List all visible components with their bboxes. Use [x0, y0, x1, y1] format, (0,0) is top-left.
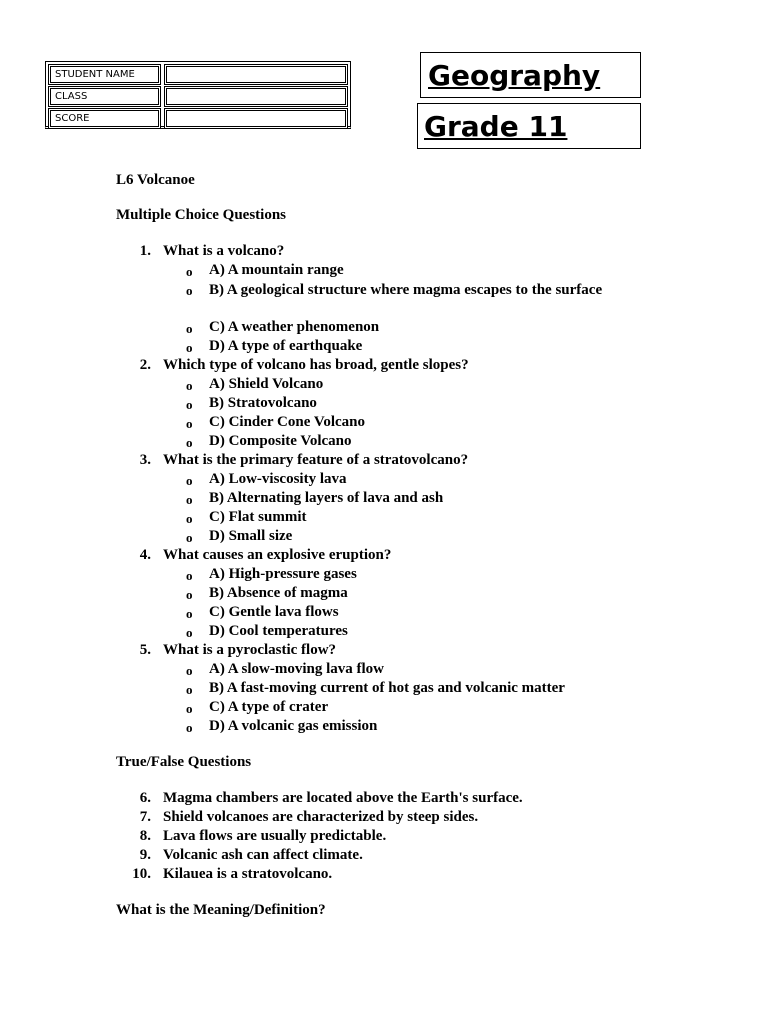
answer-option: B) A fast-moving current of hot gas and volcanic matter	[209, 680, 565, 696]
answer-option: D) A type of earthquake	[209, 338, 363, 354]
question-number: 2.	[139, 357, 151, 373]
question-number: 1.	[139, 243, 151, 259]
option-bullet: o	[186, 378, 193, 393]
info-row-score	[48, 108, 348, 129]
class-label: CLASS	[48, 86, 161, 107]
score-label: SCORE	[48, 108, 161, 129]
answer-option: A) A slow-moving lava flow	[209, 661, 385, 677]
tf-heading: True/False Questions	[116, 754, 252, 770]
question-number: 4.	[139, 547, 151, 563]
info-row-class	[48, 86, 348, 107]
tf-statement: Kilauea is a stratovolcano.	[163, 866, 333, 882]
option-bullet: o	[186, 511, 193, 526]
student-name-label: STUDENT NAME	[48, 64, 161, 85]
answer-option: D) Composite Volcano	[209, 433, 352, 449]
answer-option: A) Low-viscosity lava	[209, 471, 347, 487]
option-bullet: o	[186, 606, 193, 621]
student-name-field[interactable]	[164, 64, 348, 85]
option-bullet: o	[186, 625, 193, 640]
class-field[interactable]	[164, 86, 348, 107]
tf-statement: Magma chambers are located above the Earth's surface.	[163, 790, 523, 806]
answer-option: D) Small size	[209, 528, 293, 544]
grade-title: Grade 11	[417, 103, 641, 149]
option-bullet: o	[186, 568, 193, 583]
answer-option: A) A mountain range	[209, 262, 344, 278]
lesson-title: L6 Volcanoe	[116, 172, 195, 188]
option-bullet: o	[186, 530, 193, 545]
option-bullet: o	[186, 473, 193, 488]
answer-option: C) Gentle lava flows	[209, 604, 339, 620]
answer-option: D) A volcanic gas emission	[209, 718, 378, 734]
answer-option: B) Alternating layers of lava and ash	[209, 490, 444, 506]
answer-option: B) Stratovolcano	[209, 395, 317, 411]
mcq-heading: Multiple Choice Questions	[116, 207, 287, 223]
option-bullet: o	[186, 416, 193, 431]
option-bullet: o	[186, 283, 193, 298]
subject-title: Geography	[420, 52, 641, 98]
question-text: What is a volcano?	[163, 243, 285, 259]
answer-option: C) Flat summit	[209, 509, 307, 525]
tf-number: 8.	[139, 828, 151, 844]
answer-option: C) Cinder Cone Volcano	[209, 414, 365, 430]
option-bullet: o	[186, 435, 193, 450]
answer-option: A) High-pressure gases	[209, 566, 357, 582]
answer-option: B) A geological structure where magma escapes to the surface	[209, 282, 603, 298]
option-bullet: o	[186, 492, 193, 507]
option-bullet: o	[186, 682, 193, 697]
question-text: What is the primary feature of a stratovolcano?	[163, 452, 469, 468]
tf-number: 9.	[139, 847, 151, 863]
option-bullet: o	[186, 701, 193, 716]
tf-number: 10.	[132, 866, 151, 882]
question-number: 5.	[139, 642, 151, 658]
question-text: Which type of volcano has broad, gentle slopes?	[163, 357, 469, 373]
question-text: What is a pyroclastic flow?	[163, 642, 337, 658]
option-bullet: o	[186, 397, 193, 412]
info-row-student-name	[48, 64, 348, 85]
option-bullet: o	[186, 264, 193, 279]
score-field[interactable]	[164, 108, 348, 129]
tf-number: 6.	[139, 790, 151, 806]
option-bullet: o	[186, 587, 193, 602]
tf-statement: Shield volcanoes are characterized by steep sides.	[163, 809, 479, 825]
option-bullet: o	[186, 340, 193, 355]
option-bullet: o	[186, 720, 193, 735]
definition-heading: What is the Meaning/Definition?	[116, 902, 326, 918]
answer-option: B) Absence of magma	[209, 585, 348, 601]
answer-option: C) A weather phenomenon	[209, 319, 380, 335]
option-bullet: o	[186, 663, 193, 678]
question-text: What causes an explosive eruption?	[163, 547, 392, 563]
tf-statement: Volcanic ash can affect climate.	[163, 847, 363, 863]
tf-statement: Lava flows are usually predictable.	[163, 828, 387, 844]
answer-option: C) A type of crater	[209, 699, 329, 715]
question-number: 3.	[139, 452, 151, 468]
tf-number: 7.	[139, 809, 151, 825]
answer-option: D) Cool temperatures	[209, 623, 348, 639]
student-info-table	[45, 61, 351, 129]
answer-option: A) Shield Volcano	[209, 376, 324, 392]
option-bullet: o	[186, 321, 193, 336]
